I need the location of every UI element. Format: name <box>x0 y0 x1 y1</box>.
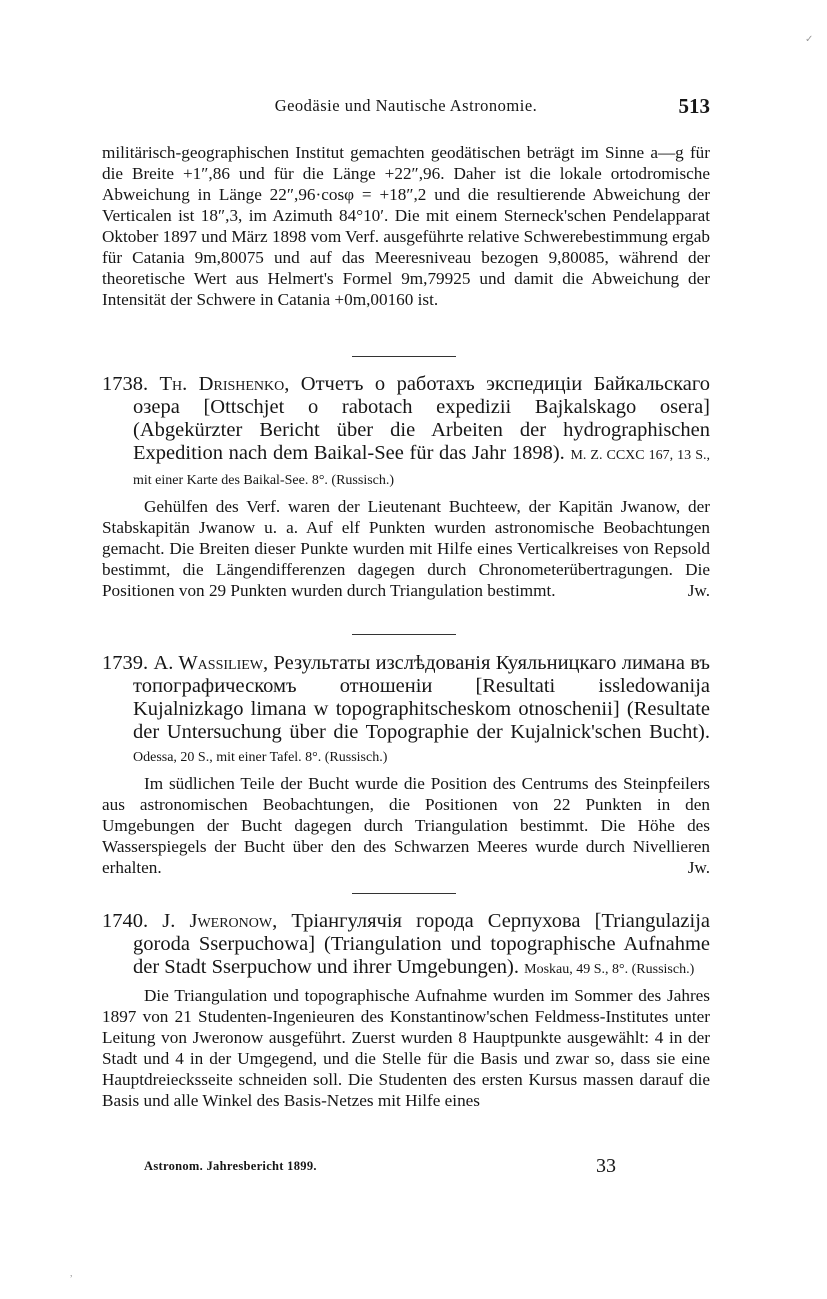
running-head: Geodäsie und Nautische Astronomie. <box>274 96 538 115</box>
entry-1739 <box>102 652 710 878</box>
entry-title: Результаты изслѣдованія Куяльницкаго лимана въ топографическомъ отношеніи [Resultati issledowanija Kujalnizkago limana w topographitscheskom otnoschenii] (Resultate der Untersuchung über die Topographie der Kujalnick'schen Bucht). <box>133 652 711 743</box>
entry-number: 1738. <box>102 373 149 395</box>
footer-journal: Astronom. Jahresbericht 1899. <box>144 1159 317 1173</box>
entry-heading <box>102 373 710 492</box>
entry-1740 <box>102 910 710 1111</box>
section-divider <box>352 634 456 635</box>
entry-publication: Moskau, 49 S., 8°. (Russisch.) <box>524 962 695 977</box>
entry-body <box>102 496 710 601</box>
entry-title: Тріангулячія города Серпухова [Triangulazija goroda Sserpuchowa] (Triangulation und topographische Aufnahme der Stadt Sserpuchow und ihrer Umgebungen). <box>133 910 711 978</box>
entry-body-text: Die Triangulation und topographische Aufnahme wurden im Sommer des Jahres 1897 von 21 Studenten-Ingenieuren des Konstantinow'schen Feldmess-Institutes unter Leitung von Jweronow ausgeführt. Zuerst wurden 8 Hauptpunkte ausgewählt: 4 in der Stadt und 4 in der Umgegend, und die Stelle für die Basis und zwar so, dass sie eine Hauptdreiecksseite schneiden soll. Die Studenten des ersten Kursus massen darauf die Basis und alle Winkel des Basis-Netzes mit Hilfe eines <box>102 986 710 1110</box>
entry-signature: Jw. <box>687 858 710 877</box>
entry-body-text: Im südlichen Teile der Bucht wurde die Position des Centrums des Steinpfeilers aus astronomischen Beobachtungen, die Positionen von 22 Punkten in den Umgebungen der Bucht dagegen durch Triangulation bestimmt. Die Höhe des Wasserspiegels der Bucht über den des Schwarzen Meeres wurde durch Nivellieren erhalten. <box>102 774 710 877</box>
entry-body <box>102 773 710 878</box>
intro-block <box>102 142 710 310</box>
entry-number: 1740. <box>102 910 149 932</box>
entry-body <box>102 985 710 1111</box>
margin-mark: , <box>70 1268 73 1279</box>
corner-mark: ✓ <box>805 34 814 45</box>
entry-author: A. Wassiliew, <box>153 652 269 674</box>
entry-heading <box>102 910 710 981</box>
page-footer <box>144 1155 624 1181</box>
entry-signature: Jw. <box>687 581 710 600</box>
entry-1738 <box>102 373 710 601</box>
entry-publication: Odessa, 20 S., mit einer Tafel. 8°. (Russisch.) <box>133 750 388 765</box>
entry-heading <box>102 652 710 769</box>
entry-body-text: Gehülfen des Verf. waren der Lieutenant Buchteew, der Kapitän Jwanow, der Stabskapitän Jwanow u. a. Auf elf Punkten wurden astronomische Beobachtungen gemacht. Die Breiten dieser Punkte wurden mit Hilfe eines Verticalkreises von Repsold bestimmt, die Längendifferenzen dagegen durch Chronometerübertragungen. Die Positionen von 29 Punkten wurden durch Triangulation bestimmt. <box>102 497 710 600</box>
entry-author: J. Jweronow, <box>162 910 278 932</box>
entry-number: 1739. <box>102 652 149 674</box>
signature-number: 33 <box>596 1155 616 1177</box>
entry-title: Отчетъ о работахъ экспедиціи Байкальскаго озера [Ottschjet o rabotach expedizii Bajkalskago osera] (Abgekürzter Bericht über die Arbeiten der hydrographischen Expedition nach dem Baikal-See für das Jahr 1898). <box>133 373 711 464</box>
intro-paragraph: militärisch-geographischen Institut gemachten geodätischen beträgt im Sinne a—g für die Breite +1″,86 und für die Länge +22″,96. Daher ist die lokale ortodromische Abweichung in Länge 22″,96·cosφ = +18″,2 und die resultierende Abweichung der Verticalen ist 18″,3, im Azimuth 84°10′. Die mit einem Sterneck'schen Pendelapparat Oktober 1897 und März 1898 vom Verf. ausgeführte relative Schwerebestimmung ergab für Catania 9m,80075 und auf das Meeresniveau bezogen 9,80085, während der theoretische Wert aus Helmert's Formel 9m,79925 und damit die Abweichung der Intensität der Schwere in Catania +0m,00160 ist. <box>102 143 710 309</box>
section-divider <box>352 356 456 357</box>
page-number: 513 <box>678 94 710 118</box>
page-header <box>102 94 710 122</box>
entry-publication: M. Z. CCXC 167, 13 S., mit einer Karte des Baikal-See. 8°. (Russisch.) <box>133 448 710 488</box>
section-divider <box>352 893 456 894</box>
entry-author: Th. Drishenko, <box>159 373 290 395</box>
